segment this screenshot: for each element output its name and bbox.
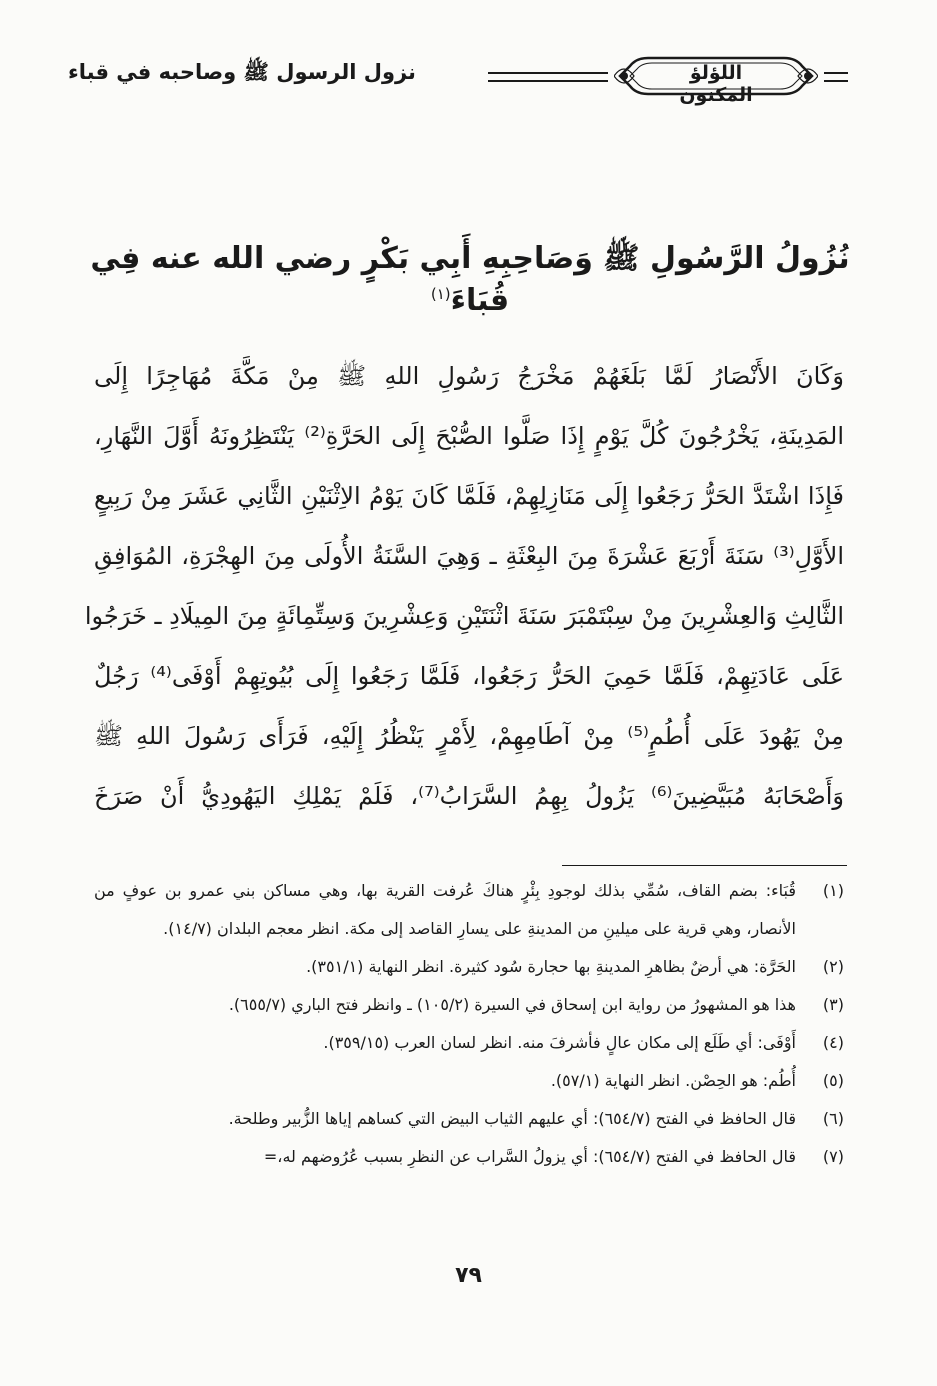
text-line: وَأَصْحَابَهُ مُبَيَّضِينَ⁽⁶⁾ يَزُولُ بِهِمُ السَّرَابُ⁽⁷⁾، فَلَمْ يَمْلِكِ اليَهُودِيُّ أَنْ صَرَخَ bbox=[94, 782, 844, 810]
footnote-number: (٤) bbox=[822, 1033, 844, 1052]
footnote-text: قُبَاء: بضم القاف، سُمِّي بذلك لوجودِ بِئْرٍ هناكَ عُرفت القرية بها، وهي مساكن بني عمرو بن عوفٍ من الأنصار، وهي قرية على ميلينِ من المدينةِ على يسارِ القاصد إلى مكة. انظر معجم البلدان (١٤/٧). bbox=[94, 881, 796, 938]
footnote-item bbox=[94, 948, 844, 986]
footnote-number: (٥) bbox=[822, 1071, 844, 1090]
footnote-number: (٣) bbox=[822, 995, 844, 1014]
footnote-text: قال الحافظ في الفتح (٦٥٤/٧): أي يزولُ السَّراب عن النظرِ بسبب عُرُوضهم له،= bbox=[263, 1147, 796, 1166]
section-heading-text: نُزُولُ الرَّسُولِ ﷺ وَصَاحِبِهِ أَبِي بَكْرٍ رضي الله عنه فِي قُبَاءَ bbox=[90, 241, 850, 318]
footnote-number: (٢) bbox=[822, 957, 844, 976]
header-rule-right bbox=[824, 72, 848, 82]
text-line: الأَوَّلِ⁽³⁾ سَنَةَ أَرْبَعَ عَشْرَةَ مِنَ البِعْثَةِ ـ وَهِيَ السَّنَةُ الأُولَى مِنَ الهِجْرَةِ، المُوَافِقِ bbox=[94, 542, 844, 570]
running-header bbox=[68, 48, 848, 104]
book-title: اللؤلؤ المكنون bbox=[679, 62, 753, 106]
footnote-text: قال الحافظ في الفتح (٦٥٤/٧): أي عليهم الثياب البيض التي كساهم إياها الزُّبير وطلحة. bbox=[228, 1109, 796, 1128]
text-line: فَإِذَا اشْتَدَّ الحَرُّ رَجَعُوا إِلَى مَنَازِلِهِمْ، فَلَمَّا كَانَ يَوْمُ الاِثْنَيْنِ الثَّانِي عَشَرَ مِنْ رَبِيعٍ bbox=[94, 482, 844, 510]
footnote-item bbox=[94, 872, 844, 948]
footnote-item bbox=[94, 1138, 844, 1176]
footnote-item bbox=[94, 1100, 844, 1138]
running-chapter-title: نزول الرسول ﷺ وصاحبه في قباء bbox=[68, 60, 416, 84]
footnotes bbox=[94, 872, 844, 1176]
section-heading bbox=[80, 240, 860, 318]
footnote-separator bbox=[562, 865, 847, 866]
footnote-text: أَوْفَى: أي طَلَع إلى مكان عالٍ فأشرفَ منه. انظر لسان العرب (٣٥٩/١٥). bbox=[323, 1033, 796, 1052]
text-line: الثَّالِثِ وَالعِشْرِينَ مِنْ سِبْتَمْبَرَ سَنَةَ اثْنَتَيْنِ وَعِشْرِينَ وَسِتِّمِائَةٍ مِنَ المِيلَادِ ـ خَرَجُوا bbox=[84, 602, 844, 630]
footnote-number: (٧) bbox=[822, 1147, 844, 1166]
text-line: وَكَانَ الأَنْصَارُ لَمَّا بَلَغَهُمْ مَخْرَجُ رَسُولِ اللهِ ﷺ مِنْ مَكَّةَ مُهَاجِرًا إِلَى bbox=[94, 362, 844, 390]
footnote-text: أُطُم: هو الحِصْن. انظر النهاية (٥٧/١). bbox=[550, 1071, 796, 1090]
footnote-text: هذا هو المشهورُ من رواية ابن إسحاق في السيرة (١٠٥/٢) ـ وانظر فتح الباري (٦٥٥/٧). bbox=[228, 995, 796, 1014]
footnote-item bbox=[94, 986, 844, 1024]
text-line: مِنْ يَهُودَ عَلَى أُطُمٍ⁽⁵⁾ مِنْ آطَامِهِمْ، لِأَمْرٍ يَنْظُرُ إِلَيْهِ، فَرَأَى رَسُولَ اللهِ ﷺ bbox=[94, 722, 844, 750]
section-heading-footnote-ref: (١) bbox=[430, 285, 451, 303]
text-line: عَلَى عَادَتِهِمْ، فَلَمَّا حَمِيَ الحَرُّ رَجَعُوا، فَلَمَّا رَجَعُوا إِلَى بُيُوتِهِمْ أَوْفَى⁽⁴⁾ رَجُلٌ bbox=[94, 662, 845, 690]
footnote-item bbox=[94, 1024, 844, 1062]
footnote-number: (١) bbox=[822, 881, 844, 900]
book-title-badge bbox=[614, 54, 818, 106]
text-line: المَدِينَةِ، يَخْرُجُونَ كُلَّ يَوْمٍ إِذَا صَلَّوا الصُّبْحَ إِلَى الحَرَّةِ⁽²⁾ يَنْتَظِرُونَهُ أَوَّلَ النَّهَارِ، bbox=[94, 422, 844, 450]
footnote-text: الحَرَّة: هي أرضٌ بظاهرِ المدينةِ بها حجارة سُود كثيرة. انظر النهاية (٣٥١/١). bbox=[306, 957, 796, 976]
main-text bbox=[84, 346, 845, 826]
header-rule-middle bbox=[488, 72, 608, 82]
footnote-item bbox=[94, 1062, 844, 1100]
page-number: ٧٩ bbox=[455, 1263, 482, 1288]
footnote-number: (٦) bbox=[822, 1109, 844, 1128]
